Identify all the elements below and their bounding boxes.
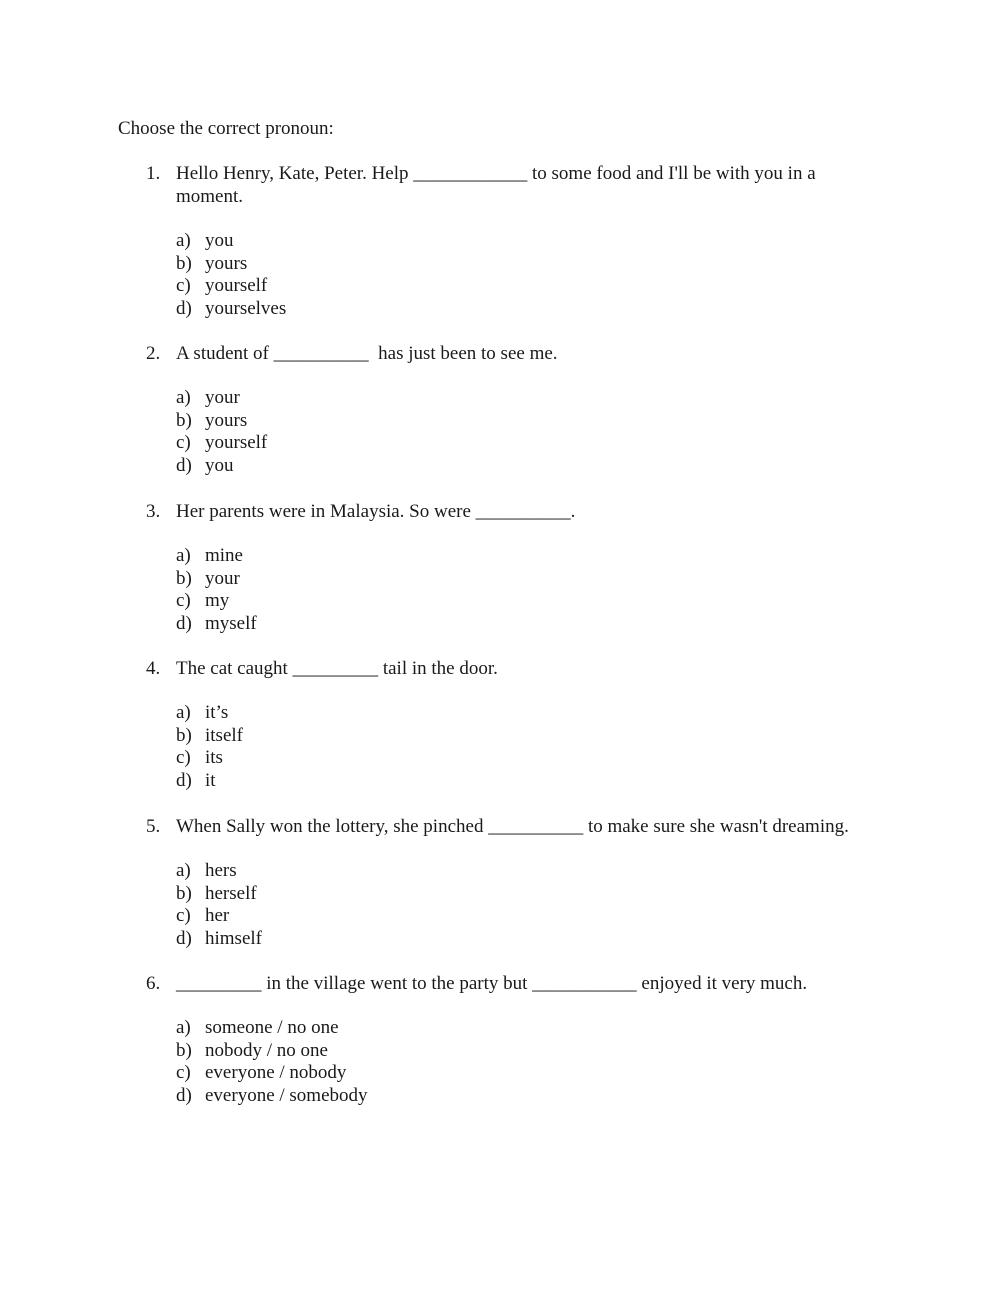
question-text: Hello Henry, Kate, Peter. Help ____________ to some food and I'll be with you in a moment.	[176, 163, 816, 207]
option-text: everyone / somebody	[205, 1084, 368, 1106]
option-b[interactable]	[176, 1040, 886, 1063]
option-text: you	[205, 454, 234, 476]
option-text: itself	[205, 724, 243, 746]
option-letter: b)	[176, 409, 192, 431]
option-letter: d)	[176, 1084, 192, 1106]
option-text: herself	[205, 882, 257, 904]
question-number: 5.	[146, 816, 161, 837]
option-d[interactable]	[176, 928, 886, 951]
option-a[interactable]	[176, 860, 886, 883]
option-text: your	[205, 387, 240, 408]
question-text: When Sally won the lottery, she pinched __________ to make sure she wasn't dreaming.	[176, 816, 849, 837]
option-letter: d)	[176, 297, 192, 319]
options-list	[176, 545, 886, 635]
option-letter: a)	[176, 860, 191, 881]
option-letter: a)	[176, 702, 191, 723]
option-text: yourself	[205, 432, 268, 454]
option-text: yourself	[205, 275, 268, 297]
option-letter: a)	[176, 230, 191, 251]
option-letter: c)	[176, 905, 191, 927]
option-c[interactable]	[176, 747, 886, 770]
option-d[interactable]	[176, 455, 886, 478]
question-3	[146, 500, 886, 635]
question-text: _________ in the village went to the party but ___________ enjoyed it very much.	[176, 973, 808, 994]
option-d[interactable]	[176, 1085, 886, 1108]
question-4	[146, 657, 886, 792]
option-a[interactable]	[176, 230, 886, 253]
option-text: yours	[205, 252, 248, 274]
option-text: yourselves	[205, 297, 287, 319]
option-letter: b)	[176, 567, 192, 589]
instructions: Choose the correct pronoun:	[118, 118, 334, 139]
option-c[interactable]	[176, 590, 886, 613]
option-text: her	[205, 905, 230, 927]
options-list	[176, 387, 886, 477]
question-2	[146, 342, 886, 477]
option-text: my	[205, 590, 230, 612]
option-d[interactable]	[176, 298, 886, 321]
option-letter: b)	[176, 252, 192, 274]
option-letter: b)	[176, 1039, 192, 1061]
option-letter: d)	[176, 927, 192, 949]
option-text: nobody / no one	[205, 1039, 328, 1061]
options-list	[176, 860, 886, 950]
question-6	[146, 972, 886, 1107]
option-b[interactable]	[176, 410, 886, 433]
question-text: The cat caught _________ tail in the door.	[176, 658, 498, 679]
option-text: its	[205, 747, 223, 769]
question-number: 3.	[146, 501, 161, 522]
option-letter: a)	[176, 387, 191, 408]
options-list	[176, 702, 886, 792]
question-number: 2.	[146, 343, 161, 364]
option-d[interactable]	[176, 770, 886, 793]
option-letter: a)	[176, 1017, 191, 1038]
option-text: you	[205, 230, 234, 251]
option-a[interactable]	[176, 387, 886, 410]
option-letter: b)	[176, 724, 192, 746]
option-letter: c)	[176, 747, 191, 769]
option-text: hers	[205, 860, 237, 881]
option-text: someone / no one	[205, 1017, 339, 1038]
option-letter: d)	[176, 769, 192, 791]
options-list	[176, 230, 886, 320]
option-c[interactable]	[176, 275, 886, 298]
option-text: it’s	[205, 702, 229, 723]
question-number: 6.	[146, 973, 161, 994]
question-text: A student of __________ has just been to see me.	[176, 343, 558, 364]
option-d[interactable]	[176, 613, 886, 636]
option-b[interactable]	[176, 883, 886, 906]
option-text: himself	[205, 927, 262, 949]
option-letter: c)	[176, 432, 191, 454]
question-5	[146, 815, 886, 950]
option-letter: c)	[176, 590, 191, 612]
question-1	[146, 162, 886, 320]
option-text: myself	[205, 612, 257, 634]
option-letter: c)	[176, 1062, 191, 1084]
option-text: your	[205, 567, 240, 589]
question-number: 1.	[146, 163, 161, 184]
option-a[interactable]	[176, 1017, 886, 1040]
option-letter: c)	[176, 275, 191, 297]
option-letter: d)	[176, 612, 192, 634]
options-list	[176, 1017, 886, 1107]
option-text: it	[205, 769, 216, 791]
option-c[interactable]	[176, 432, 886, 455]
option-text: mine	[205, 545, 243, 566]
option-text: yours	[205, 409, 248, 431]
option-b[interactable]	[176, 725, 886, 748]
option-a[interactable]	[176, 545, 886, 568]
option-letter: b)	[176, 882, 192, 904]
option-letter: d)	[176, 454, 192, 476]
option-c[interactable]	[176, 1062, 886, 1085]
option-c[interactable]	[176, 905, 886, 928]
option-a[interactable]	[176, 702, 886, 725]
option-b[interactable]	[176, 253, 886, 276]
question-number: 4.	[146, 658, 161, 679]
option-b[interactable]	[176, 568, 886, 591]
option-text: everyone / nobody	[205, 1062, 347, 1084]
question-text: Her parents were in Malaysia. So were __________.	[176, 501, 576, 522]
option-letter: a)	[176, 545, 191, 566]
